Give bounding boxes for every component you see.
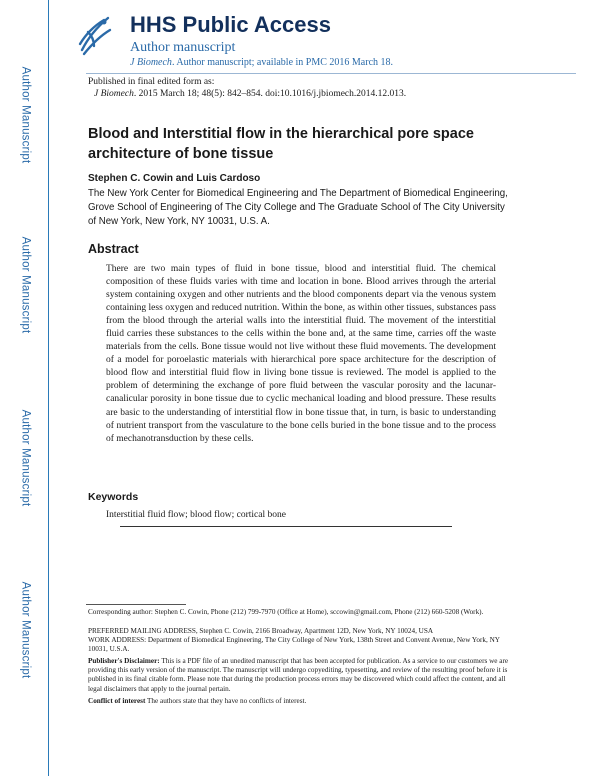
hhs-eagle-logo-icon: [74, 10, 114, 58]
keywords-text: Interstitial fluid flow; blood flow; cortical bone: [106, 510, 286, 520]
article-title: Blood and Interstitial flow in the hierarchical pore space architecture of bone tissue: [88, 126, 474, 162]
keywords-heading: Keywords: [88, 491, 139, 503]
sidebar-label: Author Manuscript: [19, 66, 32, 164]
footnote-preferred-address: PREFERRED MAILING ADDRESS, Stephen C. Cowin, 2166 Broadway, Apartment 12D, New York, NY 10024, USA: [88, 627, 434, 635]
keywords-divider: [120, 526, 452, 527]
header-divider: [86, 73, 576, 74]
sidebar-label: Author Manuscript: [19, 409, 32, 507]
footnote-work-address: WORK ADDRESS: Department of Biomedical Engineering, The City College of New York, 138th Street and Convent Avenue, New York, NY 10031, U.S.A.: [88, 636, 500, 654]
footnote-divider: [86, 604, 186, 605]
sidebar-label: Author Manuscript: [19, 581, 32, 679]
author-affiliation: The New York Center for Biomedical Engineering and The Department of Biomedical Engineering, Grove School of Engineering of The City College and The Graduate School of The City University of New York, New York, NY 10031, U.S. A.: [88, 188, 508, 227]
publication-citation: J Biomech. 2015 March 18; 48(5): 842–854. doi:10.1016/j.jbiomech.2014.12.013.: [94, 89, 407, 99]
published-label: Published in final edited form as:: [88, 77, 215, 87]
sidebar-label: Author Manuscript: [19, 236, 32, 334]
article-authors: Stephen C. Cowin and Luis Cardoso: [88, 173, 261, 184]
hhs-public-access-title: HHS Public Access: [130, 12, 331, 37]
footnote-disclaimer: Publisher's Disclaimer: This is a PDF file of an unedited manuscript that has been accepted for publication. As a service to our customers we are providing this early version of the manuscript. The manuscript will undergo copyediting, typesetting, and review of the resulting proof before it is published in its final citable form. Please note that during the production process errors may be discovered which could affect the content, and all legal disclaimers that apply to the journal pertain.: [88, 657, 509, 693]
journal-availability: J Biomech. Author manuscript; available in PMC 2016 March 18.: [130, 57, 394, 68]
abstract-text: There are two main types of fluid in bone tissue, blood and interstitial fluid. The chemical composition of these fluids varies with time and location in bone. Blood arrives through the arterial system containing oxygen and other nutrients and the blood components depart via the venous system containing less oxygen and reduced nutrition. Within the bone, as within other tissues, substances pass from the blood through the arterial walls into the interstitial fluid. The movement of the interstitial fluid carries these substances to the cells within the bone and, at the same time, carries off the waste materials from the cells. Bone tissue would not live without these fluid movements. The development of a model for poroelastic materials with hierarchical pore space architecture for the description of blood flow and interstitial fluid flow in living bone tissue is reviewed. The model is applied to the problem of determining the exchange of pore fluid between the vascular porosity and the lacunar-canalicular porosity in bone tissue due to cyclic mechanical loading and blood pressure. These results are basic to the understanding of interstitial flow in bone tissue that, in turn, is basic to understanding of nutrient transport from the vasculature to the bone cells buried in the bone tissue and to the process of mechanotransduction by these cells.: [106, 264, 496, 444]
author-manuscript-label: Author manuscript: [130, 40, 236, 55]
sidebar-rule: [48, 0, 49, 776]
abstract-heading: Abstract: [88, 242, 139, 256]
footnote-corresponding: Corresponding author: Stephen C. Cowin, Phone (212) 799-7970 (Office at Home), sccowin@gmail.com, Phone (212) 660-5208 (Work).: [88, 608, 484, 616]
footnote-conflict: Conflict of interest The authors state that they have no conflicts of interest.: [88, 697, 307, 705]
